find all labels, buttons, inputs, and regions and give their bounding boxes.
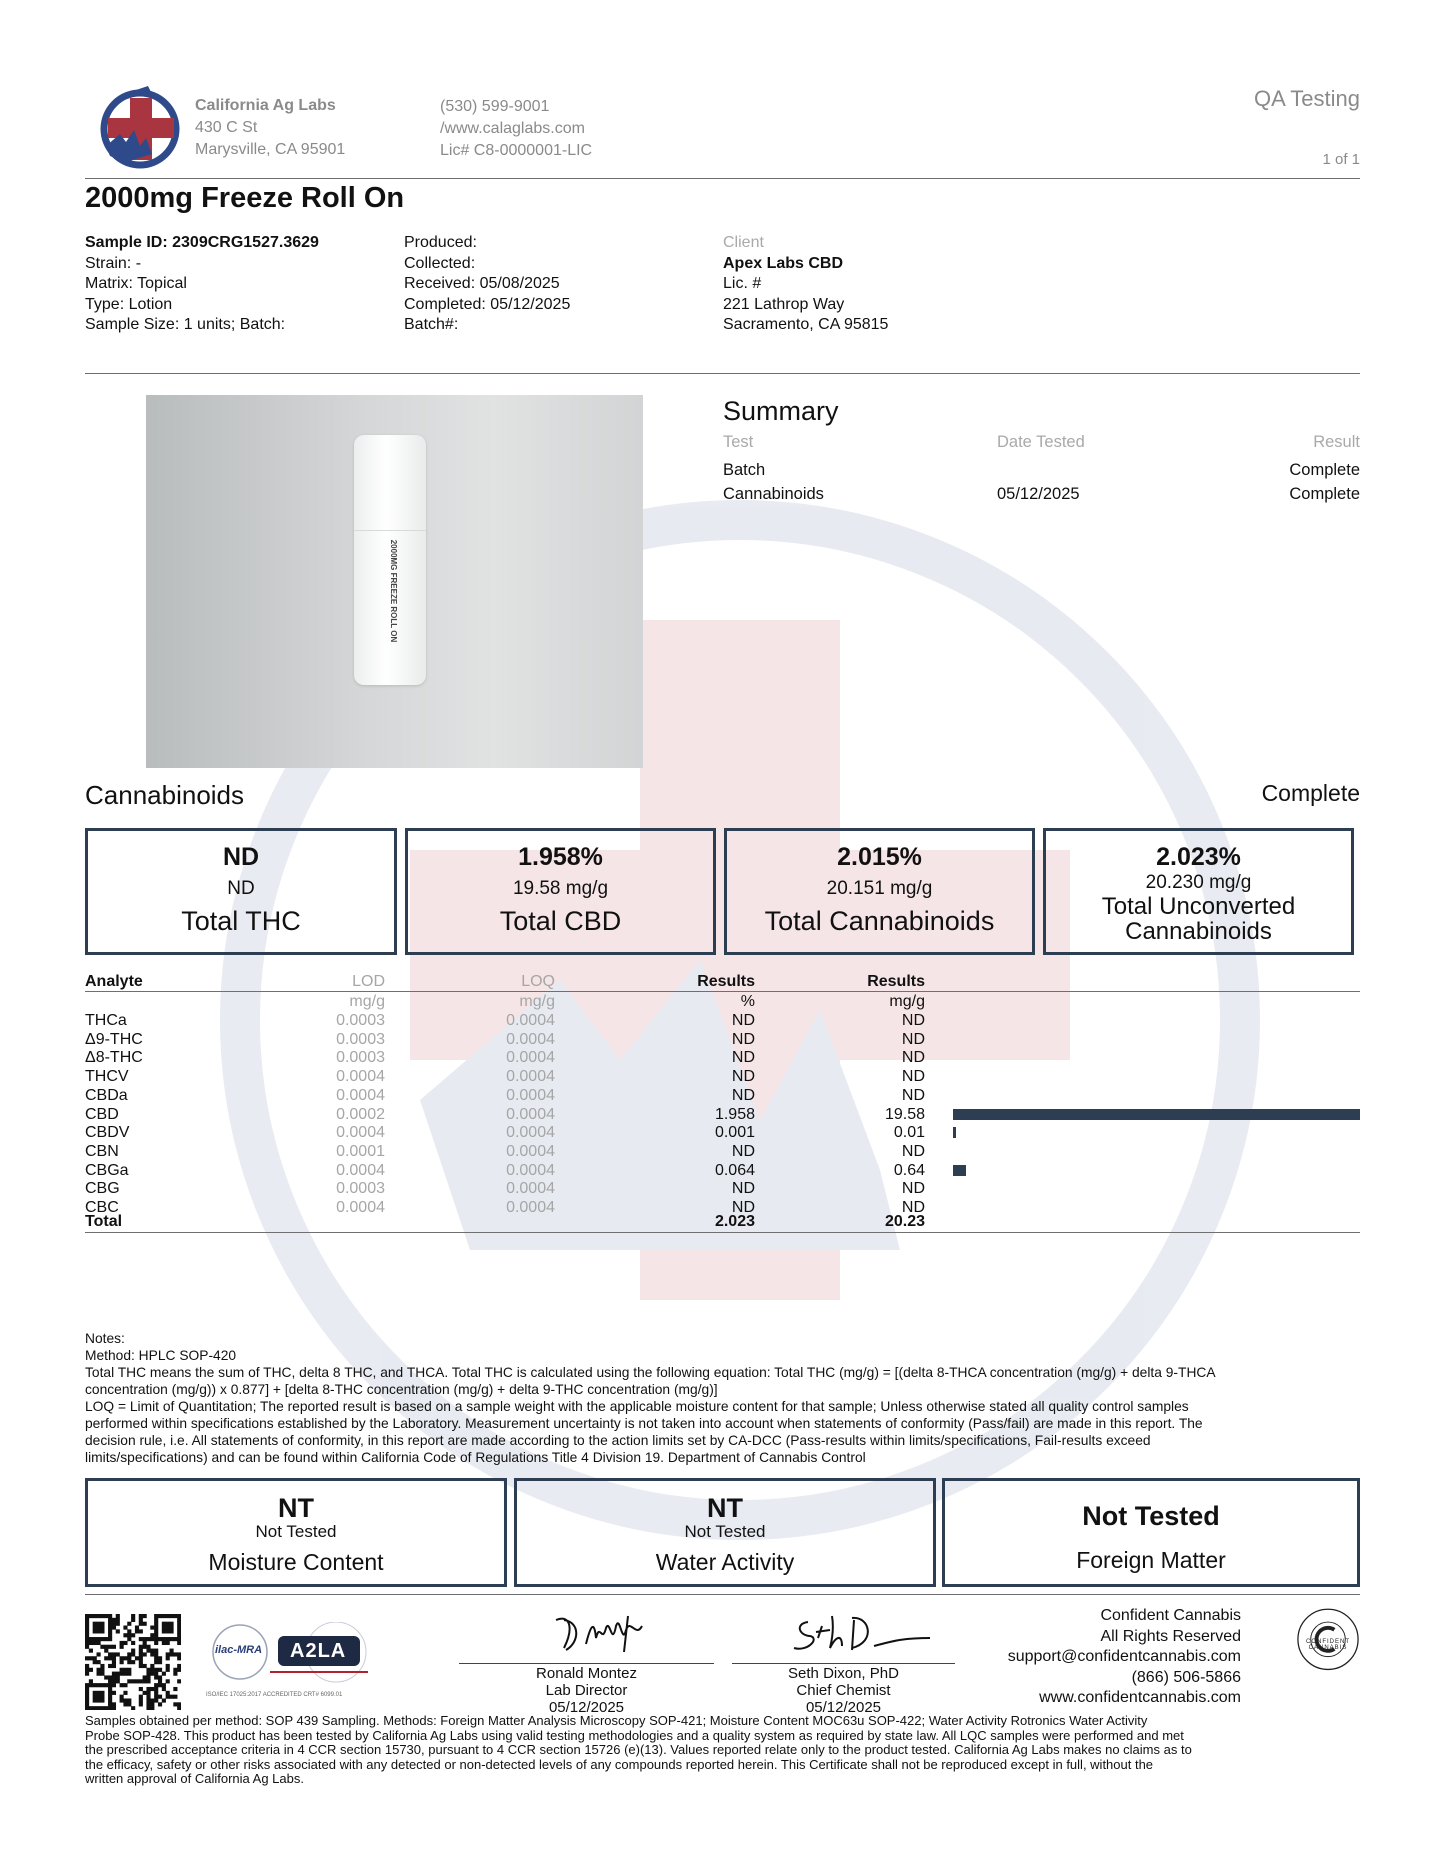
analyte-lod: 0.0004 xyxy=(336,1124,385,1142)
signature-line xyxy=(459,1663,714,1664)
analyte-table xyxy=(85,972,1360,1242)
lab-street: 430 C St xyxy=(195,119,258,136)
lab-name: California Ag Labs xyxy=(195,97,336,114)
table-row xyxy=(85,1105,1365,1124)
cc-rights: All Rights Reserved xyxy=(1100,1627,1241,1645)
box-label: Total THC xyxy=(181,906,301,936)
unit-loq: mg/g xyxy=(519,993,555,1010)
analyte-result-mg: ND xyxy=(901,1199,925,1216)
qr-code[interactable] xyxy=(85,1614,181,1710)
analyte-name: Δ8-THC xyxy=(85,1049,143,1067)
summary-row-test: Batch xyxy=(723,461,766,479)
ronald-montez-signature xyxy=(550,1608,660,1658)
total-label: Total xyxy=(85,1213,123,1230)
total-unconverted-box xyxy=(1043,828,1354,955)
date-completed: Completed: 05/12/2025 xyxy=(404,295,571,313)
cc-website[interactable]: www.confidentcannabis.com xyxy=(1039,1689,1241,1706)
analyte-lod: 0.0001 xyxy=(336,1142,385,1160)
analyte-result-pct: ND xyxy=(731,1086,755,1104)
analyte-result-pct: ND xyxy=(731,1199,755,1216)
analyte-name: CBG xyxy=(85,1180,120,1198)
analyte-lod: 0.0003 xyxy=(336,1180,385,1198)
ilac-text: ilac-MRA xyxy=(215,1644,263,1656)
signer-date: 05/12/2025 xyxy=(548,1699,625,1716)
analyte-lod: 0.0003 xyxy=(336,1030,385,1048)
analyte-name: CBD xyxy=(85,1105,119,1123)
analyte-lod: 0.0004 xyxy=(336,1199,385,1216)
client-label: Client xyxy=(723,234,764,251)
a2la-text: A2LA xyxy=(290,1640,347,1662)
footer-line: the efficacy, safety or other risks associated with any detected or non-detected levels of any compounds reported herein. This Certificate shall not be reproduced except in full, without the xyxy=(85,1756,1154,1772)
accreditation-cert: ISO/IEC 17025:2017 ACCREDITED CRT# 6099.01 xyxy=(206,1692,343,1698)
analyte-result-pct: ND xyxy=(731,1180,755,1198)
col-results-pct: Results xyxy=(697,973,755,990)
header-rule xyxy=(85,178,1360,179)
box-mgg: ND xyxy=(227,878,255,899)
sample-size: Sample Size: 1 units; Batch: xyxy=(85,316,286,333)
analyte-lod: 0.0004 xyxy=(336,1161,385,1179)
total-cannabinoids-box xyxy=(724,828,1035,955)
analyte-result-mg: 19.58 xyxy=(884,1105,925,1123)
analyte-lod: 0.0003 xyxy=(336,1012,385,1029)
lab-website[interactable]: /www.calaglabs.com xyxy=(440,120,585,137)
unit-lod: mg/g xyxy=(349,993,385,1010)
summary-header-date: Date Tested xyxy=(997,433,1085,451)
lab-phone: (530) 599-9001 xyxy=(440,98,550,115)
result-bar xyxy=(953,1127,956,1138)
meta-rule xyxy=(85,373,1360,374)
seal-text: CONFIDENT CANNABIS xyxy=(1306,1639,1350,1651)
notes-line: LOQ = Limit of Quantitation; The reported result is based on a sample weight with the applicable moisture content for that sample; Unless otherwise stated all quality control samples xyxy=(85,1399,1189,1414)
summary-header-result: Result xyxy=(1313,433,1360,451)
cc-phone: (866) 506-5866 xyxy=(1131,1668,1241,1686)
footer-line: written approval of California Ag Labs. xyxy=(85,1771,304,1786)
report-type: QA Testing xyxy=(1254,86,1360,111)
bottle-label: 2000MG FREEZE ROLL ON xyxy=(389,539,398,643)
analyte-name: CBN xyxy=(85,1142,119,1160)
col-analyte: Analyte xyxy=(85,973,143,990)
analyte-result-pct: ND xyxy=(731,1012,755,1029)
col-loq: LOQ xyxy=(521,973,555,990)
analyte-name: CBC xyxy=(85,1199,119,1216)
analyte-result-pct: ND xyxy=(731,1068,755,1086)
unit-pct: % xyxy=(740,993,755,1010)
col-lod: LOD xyxy=(352,973,385,990)
table-row xyxy=(85,1142,1365,1161)
foreign-matter-box xyxy=(942,1478,1360,1587)
product-photo xyxy=(146,395,643,768)
box-mgg: 19.58 mg/g xyxy=(512,878,609,899)
box-label: Total CBD xyxy=(499,906,622,936)
signature-line xyxy=(732,1663,955,1664)
table-row xyxy=(85,1048,1365,1067)
total-thc-box xyxy=(85,828,397,955)
analyte-name: Δ9-THC xyxy=(85,1030,143,1048)
summary-row-date: 05/12/2025 xyxy=(997,485,1080,503)
summary-header-test: Test xyxy=(723,433,754,451)
california-ag-labs-logo xyxy=(96,84,186,170)
table-header xyxy=(85,972,1365,991)
total-cbd-box xyxy=(405,828,716,955)
analyte-name: CBGa xyxy=(85,1161,129,1179)
notes xyxy=(85,1330,1216,1466)
analyte-result-mg: ND xyxy=(901,1012,925,1029)
box-percent: 2.023% xyxy=(1156,843,1241,871)
seth-dixon-signature xyxy=(790,1608,940,1658)
result-bar xyxy=(953,1165,966,1176)
analyte-loq: 0.0004 xyxy=(506,1199,555,1216)
summary-row-test: Cannabinoids xyxy=(723,485,824,503)
page-number: 1 of 1 xyxy=(1322,151,1360,168)
confident-cannabis-info xyxy=(1008,1606,1241,1709)
box-result: Not Tested xyxy=(1082,1501,1220,1531)
notes-line: limits/specifications) and can be found within California Code of Regulations Title 4 Division 19. Department of Cannabis Control xyxy=(85,1450,866,1465)
sample-type: Type: Lotion xyxy=(85,295,173,313)
sample-matrix: Matrix: Topical xyxy=(85,275,187,292)
analyte-result-pct: ND xyxy=(731,1049,755,1067)
footer-line: the prescribed acceptance criteria in 4 CCR section 15730, pursuant to 4 CCR section 15726 (e)(13). Values reported relate only to the product tested. California Ag Labs makes no claims as to xyxy=(85,1742,1192,1757)
analyte-result-mg: ND xyxy=(901,1086,925,1104)
date-collected: Collected: xyxy=(404,254,476,272)
analyte-lod: 0.0004 xyxy=(336,1068,385,1086)
box-percent: ND xyxy=(222,843,260,871)
unit-mg: mg/g xyxy=(889,993,925,1010)
client-city: Sacramento, CA 95815 xyxy=(723,316,889,333)
table-row xyxy=(85,1179,1365,1198)
cannabinoids-title: Cannabinoids xyxy=(85,780,245,810)
analyte-lod: 0.0004 xyxy=(336,1086,385,1104)
footer-disclaimer xyxy=(85,1714,1192,1787)
analyte-loq: 0.0004 xyxy=(506,1161,555,1179)
analyte-name: THCa xyxy=(85,1012,127,1029)
client-street: 221 Lathrop Way xyxy=(723,295,845,313)
notes-line: Notes: xyxy=(85,1331,125,1346)
analyte-result-mg: ND xyxy=(901,1068,925,1086)
box-mgg: 20.230 mg/g xyxy=(1145,872,1252,893)
signer-name: Ronald Montez xyxy=(536,1665,637,1682)
notes-line: performed within specifications established by the Laboratory. Measurement uncertainty is not taken into account when statements of conformity (Pass/fail) are made in this report. The xyxy=(85,1416,1203,1431)
analyte-result-pct: ND xyxy=(731,1142,755,1160)
bottle xyxy=(354,435,426,685)
analyte-name: CBDa xyxy=(85,1086,128,1104)
summary-row-result: Complete xyxy=(1289,461,1360,479)
analyte-loq: 0.0004 xyxy=(506,1142,555,1160)
analyte-result-mg: ND xyxy=(901,1142,925,1160)
analyte-result-mg: 0.01 xyxy=(893,1124,925,1142)
box-label: Total Cannabinoids xyxy=(764,906,995,936)
notes-line: Method: HPLC SOP-420 xyxy=(85,1348,237,1363)
table-bottom-rule xyxy=(85,1232,1360,1233)
analyte-result-mg: ND xyxy=(901,1049,925,1067)
analyte-result-pct: 0.001 xyxy=(714,1124,755,1142)
analyte-result-pct: ND xyxy=(731,1030,755,1048)
box-sub: Not Tested xyxy=(255,1522,337,1541)
box-sub: Not Tested xyxy=(684,1522,766,1541)
water-activity-box xyxy=(514,1478,936,1587)
analyte-result-pct: 0.064 xyxy=(714,1161,755,1179)
table-row xyxy=(85,1161,1365,1180)
analyte-loq: 0.0004 xyxy=(506,1030,555,1048)
box-label: Moisture Content xyxy=(208,1549,384,1575)
analyte-result-mg: ND xyxy=(901,1180,925,1198)
box-result: NT xyxy=(707,1493,743,1523)
client-name: Apex Labs CBD xyxy=(723,254,844,272)
analyte-loq: 0.0004 xyxy=(506,1049,555,1067)
table-row xyxy=(85,1086,1365,1105)
notes-line: decision rule, i.e. All statements of conformity, in this report are made according to the action limits set by CA-DCC (Pass-results within limits/specifications, Fail-results exceed xyxy=(85,1433,1151,1448)
analyte-result-mg: ND xyxy=(901,1030,925,1048)
accreditation-badges xyxy=(206,1622,376,1702)
notes-line: concentration (mg/g)) x 0.877] + [delta 8-THC concentration (mg/g) + delta 9-THC concentration (mg/g)] xyxy=(85,1382,718,1397)
total-mg: 20.23 xyxy=(884,1213,925,1230)
date-produced: Produced: xyxy=(404,234,477,251)
box-label-line2: Cannabinoids xyxy=(1125,918,1272,945)
batch-number: Batch#: xyxy=(404,316,459,333)
col-results-mg: Results xyxy=(867,973,925,990)
client-lic: Lic. # xyxy=(723,275,762,292)
cc-email[interactable]: support@confidentcannabis.com xyxy=(1007,1648,1241,1665)
signer-title: Lab Director xyxy=(545,1682,628,1699)
signer-name: Seth Dixon, PhD xyxy=(788,1665,899,1682)
signature-block-chief-chemist xyxy=(732,1665,955,1716)
box-label: Water Activity xyxy=(655,1549,795,1575)
box-percent: 1.958% xyxy=(518,843,603,871)
analyte-lod: 0.0002 xyxy=(336,1105,385,1123)
analyte-loq: 0.0004 xyxy=(506,1068,555,1086)
analyte-loq: 0.0004 xyxy=(506,1105,555,1123)
result-bar xyxy=(953,1109,1360,1120)
signer-date: 05/12/2025 xyxy=(805,1699,882,1716)
analyte-loq: 0.0004 xyxy=(506,1180,555,1198)
signature-block-lab-director xyxy=(459,1665,714,1716)
lab-license: Lic# C8-0000001-LIC xyxy=(440,142,593,159)
analyte-result-pct: 1.958 xyxy=(714,1105,755,1123)
table-row xyxy=(85,1030,1365,1049)
notes-line: Total THC means the sum of THC, delta 8 THC, and THCA. Total THC is calculated using the following equation: Total THC (mg/g) = [(delta 8-THCA concentration (mg/g) + delta 9-THCA xyxy=(85,1365,1216,1380)
analyte-loq: 0.0004 xyxy=(506,1124,555,1142)
date-received: Received: 05/08/2025 xyxy=(404,275,560,292)
analyte-name: CBDV xyxy=(85,1124,130,1142)
box-label: Total Unconverted xyxy=(1101,893,1296,920)
analyte-result-mg: 0.64 xyxy=(893,1161,925,1179)
box-mgg: 20.151 mg/g xyxy=(826,878,933,899)
sample-id: Sample ID: 2309CRG1527.3629 xyxy=(85,234,319,251)
summary-title: Summary xyxy=(723,396,839,426)
table-row xyxy=(85,1123,1365,1142)
box-label: Foreign Matter xyxy=(1076,1547,1226,1573)
total-pct: 2.023 xyxy=(714,1213,755,1230)
analyte-loq: 0.0004 xyxy=(506,1086,555,1104)
lab-city: Marysville, CA 95901 xyxy=(195,141,346,158)
summary-row-result: Complete xyxy=(1289,485,1360,503)
table-units xyxy=(85,992,1365,1011)
sample-strain: Strain: - xyxy=(85,254,142,272)
table-row xyxy=(85,1067,1365,1086)
moisture-content-box xyxy=(85,1478,507,1587)
table-row xyxy=(85,1011,1365,1030)
confident-cannabis-seal xyxy=(1296,1608,1360,1706)
cannabinoids-status: Complete xyxy=(1261,780,1360,806)
footer-line: Probe SOP-428. This product has been tested by California Ag Labs using valid testing methodologies and a quality system as required by state law. All LQC samples were performed and met xyxy=(85,1727,1184,1743)
footer-rule xyxy=(85,1594,1360,1595)
box-percent: 2.015% xyxy=(837,843,922,871)
product-title: 2000mg Freeze Roll On xyxy=(85,182,405,214)
analyte-lod: 0.0003 xyxy=(336,1049,385,1067)
analyte-loq: 0.0004 xyxy=(506,1012,555,1029)
cc-name: Confident Cannabis xyxy=(1100,1607,1241,1624)
footer-line: Samples obtained per method: SOP 439 Sampling. Methods: Foreign Matter Analysis Microscopy SOP-421; Moisture Content MOC63u SOP-422; Water Activity Rotronics Water Activity xyxy=(85,1713,1148,1728)
table-total-row xyxy=(85,1212,1365,1231)
box-result: NT xyxy=(278,1493,314,1523)
analyte-name: THCV xyxy=(85,1068,129,1086)
signer-title: Chief Chemist xyxy=(796,1682,891,1699)
